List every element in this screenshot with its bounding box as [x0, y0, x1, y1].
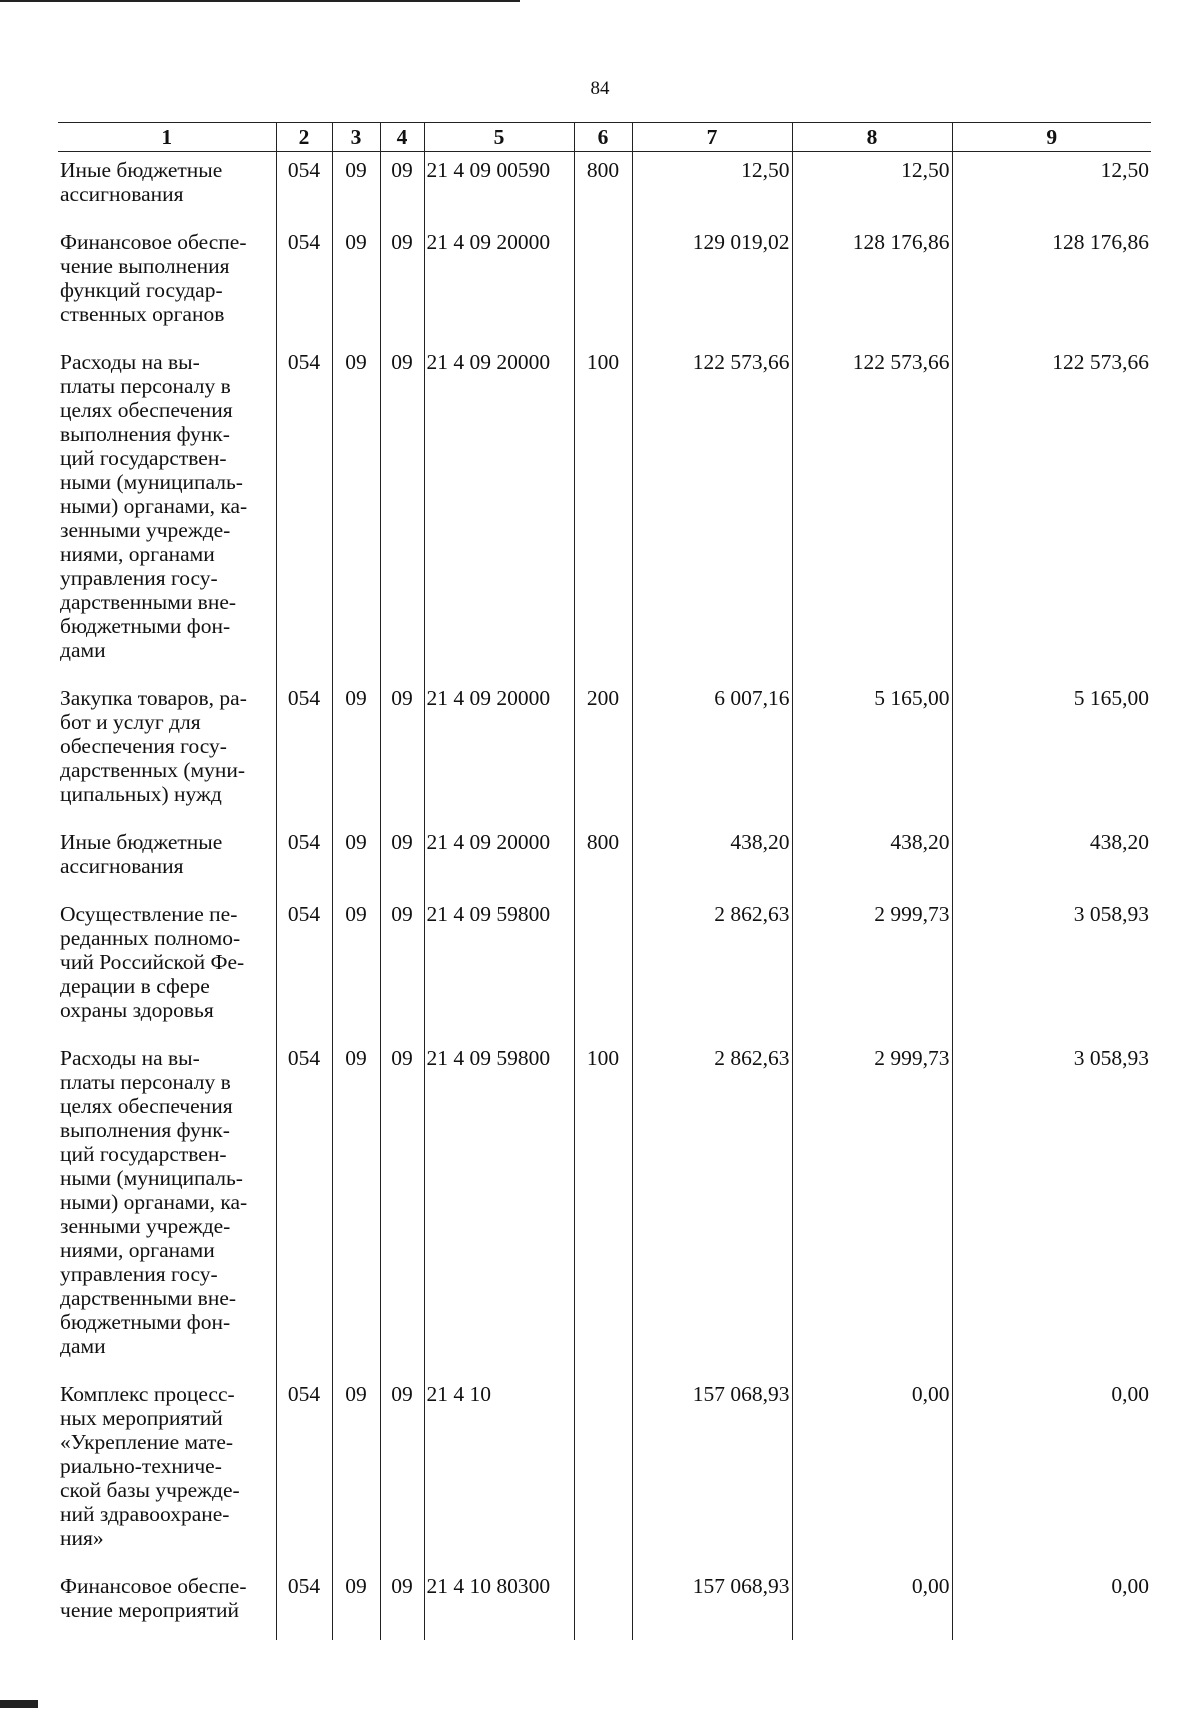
budget-table: [58, 122, 1151, 1640]
expense-name-line: дами: [60, 1334, 106, 1358]
subsection-code-cell: 09: [380, 680, 424, 824]
expense-name-line: чение мероприятий: [60, 1598, 239, 1622]
amount-year1-cell: 12,50: [632, 152, 792, 225]
expense-name-line: дерации в сфере: [60, 974, 210, 998]
target-article-cell: 21 4 09 20000: [424, 824, 574, 896]
amount-year1-cell: 6 007,16: [632, 680, 792, 824]
expense-name-line: дарственных (муни-: [60, 758, 246, 782]
top-border-line: [0, 0, 520, 2]
expense-name-line: дами: [60, 638, 106, 662]
expense-name-line: Финансовое обеспе-: [60, 230, 247, 254]
expense-name-line: Иные бюджетные: [60, 158, 223, 182]
column-header: 3: [332, 123, 380, 152]
section-code-cell: 09: [332, 824, 380, 896]
amount-year3-cell: 0,00: [952, 1568, 1151, 1640]
expense-name-line: Закупка товаров, ра-: [60, 686, 247, 710]
expense-type-cell: [574, 1568, 632, 1640]
table-row: [58, 152, 1151, 225]
expense-name-cell: [58, 1376, 276, 1568]
expense-name-line: чение выполнения: [60, 254, 230, 278]
ministry-code-cell: 054: [276, 152, 332, 225]
expense-name-line: ний здравоохране-: [60, 1502, 230, 1526]
target-article-cell: 21 4 09 59800: [424, 1040, 574, 1376]
column-header: 5: [424, 123, 574, 152]
expense-type-cell: 800: [574, 152, 632, 225]
target-article-cell: 21 4 10 80300: [424, 1568, 574, 1640]
expense-name-line: Иные бюджетные: [60, 830, 223, 854]
amount-year1-cell: 438,20: [632, 824, 792, 896]
amount-year1-cell: 157 068,93: [632, 1376, 792, 1568]
table-row: [58, 896, 1151, 1040]
expense-name-cell: [58, 680, 276, 824]
expense-name-line: управления госу-: [60, 566, 218, 590]
expense-type-cell: [574, 224, 632, 344]
amount-year2-cell: 438,20: [792, 824, 952, 896]
subsection-code-cell: 09: [380, 896, 424, 1040]
target-article-cell: 21 4 09 59800: [424, 896, 574, 1040]
expense-name-line: бот и услуг для: [60, 710, 201, 734]
subsection-code-cell: 09: [380, 224, 424, 344]
ministry-code-cell: 054: [276, 896, 332, 1040]
expense-name-cell: [58, 824, 276, 896]
expense-name-line: платы персоналу в: [60, 1070, 231, 1094]
subsection-code-cell: 09: [380, 1040, 424, 1376]
expense-name-line: «Укрепление мате-: [60, 1430, 234, 1454]
amount-year3-cell: 3 058,93: [952, 896, 1151, 1040]
table-row: [58, 344, 1151, 680]
amount-year2-cell: 128 176,86: [792, 224, 952, 344]
amount-year2-cell: 122 573,66: [792, 344, 952, 680]
section-code-cell: 09: [332, 896, 380, 1040]
expense-name-line: ными (муниципаль-: [60, 1166, 243, 1190]
expense-name-cell: [58, 152, 276, 225]
expense-name-line: ниями, органами: [60, 1238, 215, 1262]
expense-name-line: бюджетными фон-: [60, 1310, 231, 1334]
expense-name-cell: [58, 344, 276, 680]
amount-year3-cell: 122 573,66: [952, 344, 1151, 680]
expense-name-line: функций государ-: [60, 278, 223, 302]
target-article-cell: 21 4 09 20000: [424, 680, 574, 824]
expense-name-line: ской базы учрежде-: [60, 1478, 240, 1502]
subsection-code-cell: 09: [380, 824, 424, 896]
expense-name-line: ниями, органами: [60, 542, 215, 566]
expense-name-line: ными) органами, ка-: [60, 1190, 248, 1214]
table-row: [58, 680, 1151, 824]
expense-type-cell: 100: [574, 1040, 632, 1376]
expense-type-cell: 800: [574, 824, 632, 896]
expense-name-line: ций государствен-: [60, 1142, 227, 1166]
amount-year2-cell: 2 999,73: [792, 1040, 952, 1376]
amount-year1-cell: 122 573,66: [632, 344, 792, 680]
expense-name-line: целях обеспечения: [60, 1094, 233, 1118]
section-code-cell: 09: [332, 680, 380, 824]
expense-name-line: управления госу-: [60, 1262, 218, 1286]
column-header: 7: [632, 123, 792, 152]
expense-name-line: Комплекс процесс-: [60, 1382, 235, 1406]
subsection-code-cell: 09: [380, 1376, 424, 1568]
column-header: 4: [380, 123, 424, 152]
column-header: 1: [58, 123, 276, 152]
ministry-code-cell: 054: [276, 824, 332, 896]
subsection-code-cell: 09: [380, 152, 424, 225]
expense-name-line: целях обеспечения: [60, 398, 233, 422]
expense-type-cell: 200: [574, 680, 632, 824]
amount-year1-cell: 157 068,93: [632, 1568, 792, 1640]
subsection-code-cell: 09: [380, 1568, 424, 1640]
ministry-code-cell: 054: [276, 224, 332, 344]
section-code-cell: 09: [332, 1040, 380, 1376]
ministry-code-cell: 054: [276, 680, 332, 824]
expense-name-cell: [58, 896, 276, 1040]
amount-year1-cell: 2 862,63: [632, 1040, 792, 1376]
subsection-code-cell: 09: [380, 344, 424, 680]
expense-name-line: ния»: [60, 1526, 104, 1550]
amount-year2-cell: 12,50: [792, 152, 952, 225]
amount-year2-cell: 5 165,00: [792, 680, 952, 824]
target-article-cell: 21 4 10: [424, 1376, 574, 1568]
expense-name-line: ственных органов: [60, 302, 225, 326]
expense-name-line: ассигнования: [60, 854, 184, 878]
section-code-cell: 09: [332, 1376, 380, 1568]
expense-name-line: выполнения функ-: [60, 422, 230, 446]
expense-name-line: риально-техниче-: [60, 1454, 222, 1478]
column-header: 2: [276, 123, 332, 152]
expense-name-line: зенными учрежде-: [60, 1214, 231, 1238]
expense-name-line: Осуществление пе-: [60, 902, 238, 926]
amount-year2-cell: 0,00: [792, 1376, 952, 1568]
section-code-cell: 09: [332, 224, 380, 344]
expense-name-line: ными (муниципаль-: [60, 470, 243, 494]
target-article-cell: 21 4 09 00590: [424, 152, 574, 225]
ministry-code-cell: 054: [276, 1568, 332, 1640]
ministry-code-cell: 054: [276, 1040, 332, 1376]
expense-name-line: обеспечения госу-: [60, 734, 227, 758]
table-row: [58, 1376, 1151, 1568]
target-article-cell: 21 4 09 20000: [424, 224, 574, 344]
expense-type-cell: [574, 896, 632, 1040]
expense-name-cell: [58, 1040, 276, 1376]
header-row: [58, 123, 1151, 152]
expense-name-cell: [58, 224, 276, 344]
column-header: 8: [792, 123, 952, 152]
expense-name-line: ными) органами, ка-: [60, 494, 248, 518]
target-article-cell: 21 4 09 20000: [424, 344, 574, 680]
ministry-code-cell: 054: [276, 344, 332, 680]
expense-type-cell: 100: [574, 344, 632, 680]
expense-name-line: ассигнования: [60, 182, 184, 206]
column-header: 6: [574, 123, 632, 152]
amount-year3-cell: 12,50: [952, 152, 1151, 225]
expense-name-line: реданных полномо-: [60, 926, 241, 950]
amount-year2-cell: 2 999,73: [792, 896, 952, 1040]
expense-name-line: охраны здоровья: [60, 998, 214, 1022]
amount-year3-cell: 438,20: [952, 824, 1151, 896]
scan-edge-mark: [0, 1700, 38, 1708]
column-header: 9: [952, 123, 1151, 152]
amount-year3-cell: 3 058,93: [952, 1040, 1151, 1376]
table-row: [58, 224, 1151, 344]
expense-name-line: Финансовое обеспе-: [60, 1574, 247, 1598]
expense-name-line: ций государствен-: [60, 446, 227, 470]
section-code-cell: 09: [332, 1568, 380, 1640]
ministry-code-cell: 054: [276, 1376, 332, 1568]
section-code-cell: 09: [332, 152, 380, 225]
expense-name-cell: [58, 1568, 276, 1640]
expense-name-line: бюджетными фон-: [60, 614, 231, 638]
expense-name-line: платы персоналу в: [60, 374, 231, 398]
amount-year3-cell: 5 165,00: [952, 680, 1151, 824]
expense-name-line: дарственными вне-: [60, 590, 237, 614]
expense-name-line: ципальных) нужд: [60, 782, 222, 806]
expense-name-line: зенными учрежде-: [60, 518, 231, 542]
amount-year2-cell: 0,00: [792, 1568, 952, 1640]
amount-year3-cell: 128 176,86: [952, 224, 1151, 344]
expense-name-line: дарственными вне-: [60, 1286, 237, 1310]
table-row: [58, 1040, 1151, 1376]
page-number: 84: [590, 78, 610, 99]
expense-type-cell: [574, 1376, 632, 1568]
table-body: [58, 152, 1151, 1641]
table-row: [58, 1568, 1151, 1640]
expense-name-line: Расходы на вы-: [60, 1046, 200, 1070]
expense-name-line: выполнения функ-: [60, 1118, 230, 1142]
expense-name-line: чий Российской Фе-: [60, 950, 245, 974]
amount-year1-cell: 2 862,63: [632, 896, 792, 1040]
amount-year3-cell: 0,00: [952, 1376, 1151, 1568]
table-row: [58, 824, 1151, 896]
expense-name-line: Расходы на вы-: [60, 350, 200, 374]
section-code-cell: 09: [332, 344, 380, 680]
amount-year1-cell: 129 019,02: [632, 224, 792, 344]
budget-table-container: [58, 122, 1151, 1640]
expense-name-line: ных мероприятий: [60, 1406, 223, 1430]
